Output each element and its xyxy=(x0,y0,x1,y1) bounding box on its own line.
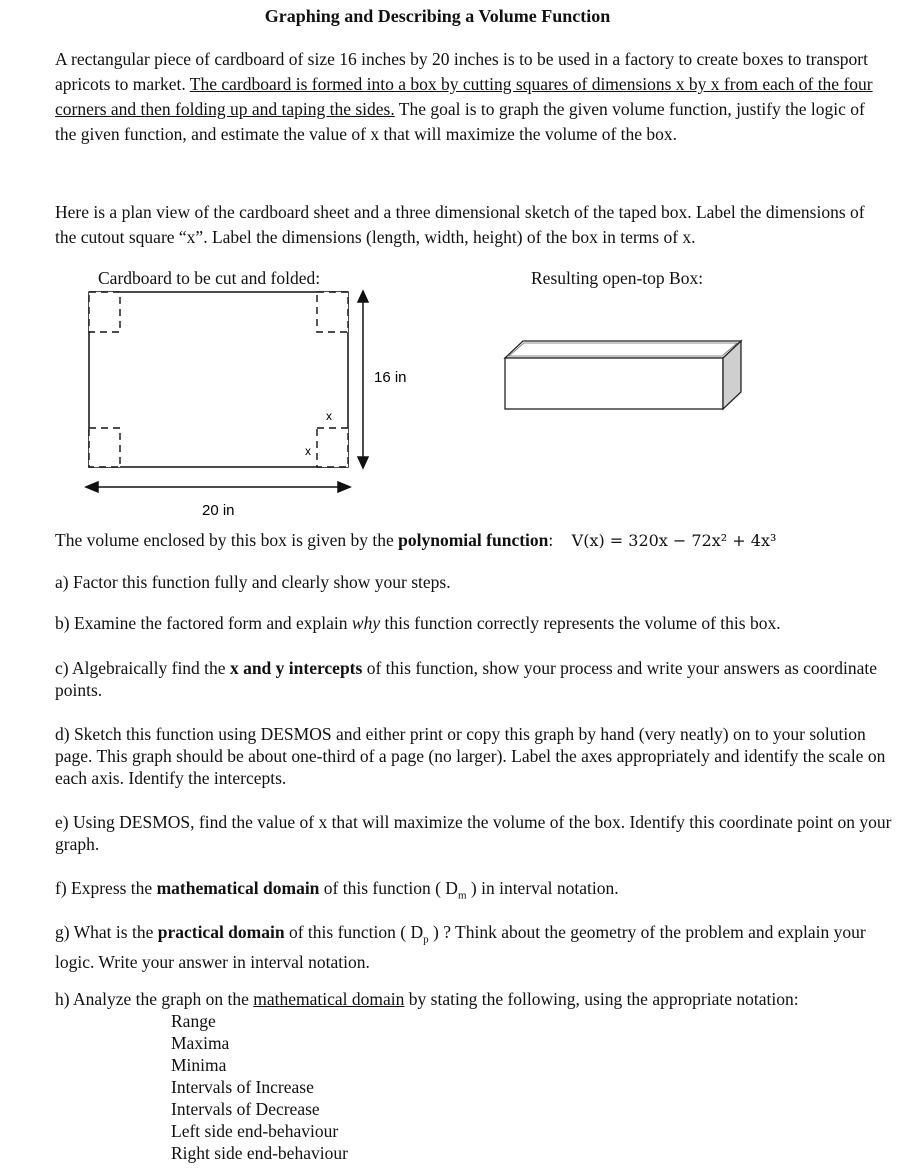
question-b xyxy=(55,612,893,634)
corner-cutout-bottom-right xyxy=(317,428,348,467)
question-c-text: c) Algebraically find the xyxy=(55,658,230,678)
question-f-text-end: ) in interval notation. xyxy=(466,878,619,898)
x-label-top: x xyxy=(326,409,332,423)
function-colon: : xyxy=(548,530,554,550)
analysis-list xyxy=(171,1010,348,1164)
question-b-text: b) Examine the factored form and explain xyxy=(55,613,352,633)
list-item: Maxima xyxy=(171,1033,230,1053)
intro-text-a: A rectangular piece of cardboard of size 16 inches by 20 inches is to be used in a factory to create boxes to transport apricots to market. xyxy=(55,49,868,94)
question-c-text-end: of this function, show your process and write your answers as coordinate points. xyxy=(55,658,877,700)
corner-cutout-bottom-left xyxy=(89,428,120,467)
question-f-mid: of this function ( D xyxy=(319,878,458,898)
page-title: Graphing and Describing a Volume Function xyxy=(264,6,611,26)
question-b-text-end: this function correctly represents the volume of this box. xyxy=(380,613,781,633)
box-top-opening xyxy=(505,341,741,358)
question-h-underlined: mathematical domain xyxy=(253,989,405,1009)
volume-formula: V(x) = 320x − 72x² + 4x³ xyxy=(571,531,777,550)
right-figure-caption: Resulting open-top Box: xyxy=(531,268,704,288)
question-b-emphasis: why xyxy=(351,613,381,633)
width-label: 20 in xyxy=(202,502,235,519)
question-g-subscript: p xyxy=(423,933,429,946)
question-g-text-end: ) ? Think about the geometry of the problem and explain your logic. Write your answer in interval notation. xyxy=(55,922,866,972)
height-label: 16 in xyxy=(374,369,407,386)
list-item: Left side end-behaviour xyxy=(171,1121,339,1141)
question-a: a) Factor this function fully and clearly show your steps. xyxy=(55,572,451,592)
x-label-side: x xyxy=(305,444,311,458)
list-item: Intervals of Decrease xyxy=(171,1099,320,1119)
question-f-text: f) Express the xyxy=(55,878,157,898)
question-c-bold: x and y intercepts xyxy=(229,658,363,678)
plan-view-paragraph: Here is a plan view of the cardboard sheet and a three dimensional sketch of the taped box. Label the dimensions of the cutout square “x”. Label the dimensions (length, width, height) of the box in terms of x. xyxy=(55,202,865,247)
question-g xyxy=(55,921,893,973)
intro-text-b: The goal is to graph the given volume function, justify the logic of the given function, and estimate the value of x that will maximize the volume of the box. xyxy=(55,99,865,144)
question-g-mid: of this function ( D xyxy=(284,922,424,942)
function-statement xyxy=(55,529,776,552)
question-f-subscript: m xyxy=(457,889,467,902)
question-d: d) Sketch this function using DESMOS and either print or copy this graph by hand (very neatly) on to your solution page. This graph should be about one-third of a page (no larger). Label the axes appropriately and identify the scale on each axis. Identify the intercepts. xyxy=(55,724,886,788)
list-item: Minima xyxy=(171,1055,227,1075)
corner-cutout-top-left xyxy=(89,292,120,332)
list-item: Range xyxy=(171,1011,216,1031)
question-e: e) Using DESMOS, find the value of x that will maximize the volume of the box. Identify this coordinate point on your graph. xyxy=(55,812,892,854)
height-dimension-arrow xyxy=(358,291,368,468)
function-lead-text: The volume enclosed by this box is given by the xyxy=(55,530,399,550)
corner-cutout-top-right xyxy=(317,292,348,332)
intro-text-underlined: The cardboard is formed into a box by cutting squares of dimensions x by x from each of the four corners and then folding up and taping the sides. xyxy=(55,74,873,119)
list-item: Intervals of Increase xyxy=(171,1077,314,1097)
width-dimension-arrow xyxy=(86,482,350,492)
question-f xyxy=(55,877,893,907)
function-bold-term: polynomial function xyxy=(398,530,549,550)
question-f-bold: mathematical domain xyxy=(156,878,320,898)
box-front-face xyxy=(505,358,723,409)
open-top-box xyxy=(505,341,741,409)
question-g-text: g) What is the xyxy=(55,922,158,942)
left-figure-caption: Cardboard to be cut and folded: xyxy=(98,268,321,288)
question-g-bold: practical domain xyxy=(157,922,285,942)
figures-diagram xyxy=(0,0,918,530)
list-item: Right side end-behaviour xyxy=(171,1143,348,1163)
question-c xyxy=(55,657,893,701)
cardboard-sheet xyxy=(89,292,348,467)
question-h-text: h) Analyze the graph on the xyxy=(55,989,254,1009)
question-h-text-end: by stating the following, using the appropriate notation: xyxy=(404,989,799,1009)
question-h xyxy=(55,988,893,1010)
